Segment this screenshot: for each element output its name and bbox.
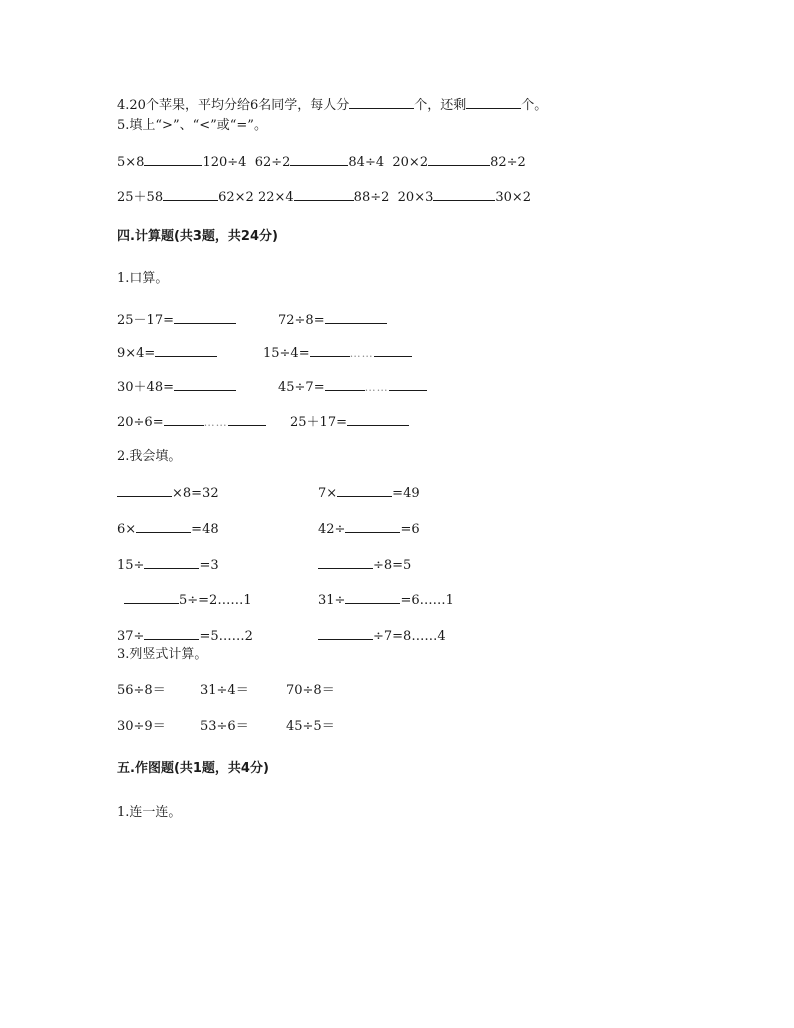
compare-blank[interactable] xyxy=(428,152,490,166)
answer-blank[interactable] xyxy=(174,310,236,324)
expr: ÷7=8……4 xyxy=(373,629,446,644)
quotient-blank[interactable] xyxy=(325,377,365,391)
expr: ÷8=5 xyxy=(373,558,412,573)
expr: =49 xyxy=(392,486,420,501)
fill-item xyxy=(117,519,219,539)
answer-blank[interactable] xyxy=(155,343,217,357)
compare-row-2 xyxy=(117,187,531,207)
section-5-heading: 五.作图题(共1题，共4分) xyxy=(117,761,269,776)
expr: 82÷2 xyxy=(490,155,526,170)
mental-item xyxy=(117,310,236,330)
q4-text-middle: 个，还剩 xyxy=(414,98,467,113)
expr: 25＋58 xyxy=(117,190,164,205)
answer-blank[interactable] xyxy=(349,95,414,109)
expr: 22×4 xyxy=(257,190,294,205)
answer-blank[interactable] xyxy=(144,555,199,569)
fill-item xyxy=(124,590,252,610)
expr: =3 xyxy=(199,558,219,573)
expr: 20×2 xyxy=(392,155,429,170)
answer-blank[interactable] xyxy=(325,310,387,324)
vertical-calc-item: 56÷8＝ xyxy=(117,683,166,698)
k2-title: 2.我会填。 xyxy=(117,449,182,464)
remainder-blank[interactable] xyxy=(389,377,427,391)
expr: 5÷=2……1 xyxy=(179,593,252,608)
remainder-blank[interactable] xyxy=(374,343,412,357)
fill-item xyxy=(318,519,420,539)
fill-item xyxy=(318,483,420,503)
k3-title: 3.列竖式计算。 xyxy=(117,647,208,662)
compare-row-1 xyxy=(117,152,526,172)
expr: 5×8 xyxy=(117,155,145,170)
expr: 62÷2 xyxy=(254,155,291,170)
mental-item xyxy=(278,310,387,330)
expr: 42÷ xyxy=(318,522,346,537)
expr: 45÷7= xyxy=(278,380,325,395)
answer-blank[interactable] xyxy=(117,483,172,497)
remainder-blank[interactable] xyxy=(228,412,266,426)
expr: 9×4= xyxy=(117,346,156,361)
mental-item xyxy=(117,343,217,363)
expr: =48 xyxy=(191,522,219,537)
mental-item xyxy=(117,412,266,432)
answer-blank[interactable] xyxy=(337,483,392,497)
vertical-calc-item: 45÷5＝ xyxy=(286,719,335,734)
expr: 88÷2 xyxy=(353,190,390,205)
quotient-blank[interactable] xyxy=(310,343,350,357)
answer-blank[interactable] xyxy=(466,95,521,109)
compare-blank[interactable] xyxy=(294,187,354,201)
answer-blank[interactable] xyxy=(144,626,199,640)
mental-item xyxy=(263,343,412,363)
q4-text-start: 4.20个苹果，平均分给6名同学，每人分 xyxy=(117,98,350,113)
expr: =5……2 xyxy=(199,629,253,644)
expr: 6× xyxy=(117,522,137,537)
answer-blank[interactable] xyxy=(124,590,179,604)
answer-blank[interactable] xyxy=(347,412,409,426)
vertical-calc-item: 70÷8＝ xyxy=(286,683,335,698)
question-5-title: 5.填上“>”、“<”或“=”。 xyxy=(117,118,267,133)
question-4 xyxy=(117,95,547,115)
vertical-calc-item: 30÷9＝ xyxy=(117,719,166,734)
expr: 30＋48= xyxy=(117,380,174,395)
expr: ×8=32 xyxy=(172,486,219,501)
expr: 25－17= xyxy=(117,313,174,328)
expr: 15÷4= xyxy=(263,346,310,361)
quotient-blank[interactable] xyxy=(164,412,204,426)
expr: 120÷4 xyxy=(202,155,247,170)
expr: 7× xyxy=(318,486,338,501)
expr: 84÷4 xyxy=(348,155,385,170)
compare-blank[interactable] xyxy=(144,152,202,166)
compare-blank[interactable] xyxy=(163,187,218,201)
vertical-calc-item: 31÷4＝ xyxy=(200,683,249,698)
k1-title: 1.口算。 xyxy=(117,271,169,286)
expr: 31÷ xyxy=(318,593,346,608)
fill-item xyxy=(117,626,253,646)
remainder-dots: …… xyxy=(349,347,374,360)
mental-item xyxy=(290,412,409,432)
compare-blank[interactable] xyxy=(290,152,348,166)
expr: 25＋17= xyxy=(290,415,347,430)
answer-blank[interactable] xyxy=(345,519,400,533)
expr: 37÷ xyxy=(117,629,145,644)
z1-title: 1.连一连。 xyxy=(117,805,182,820)
fill-item xyxy=(117,555,219,575)
remainder-dots: …… xyxy=(203,416,228,429)
answer-blank[interactable] xyxy=(318,555,373,569)
expr: 20÷6= xyxy=(117,415,164,430)
expr: =6……1 xyxy=(400,593,454,608)
vertical-calc-item: 53÷6＝ xyxy=(200,719,249,734)
expr: 15÷ xyxy=(117,558,145,573)
answer-blank[interactable] xyxy=(318,626,373,640)
answer-blank[interactable] xyxy=(136,519,191,533)
answer-blank[interactable] xyxy=(174,377,236,391)
remainder-dots: …… xyxy=(364,381,389,394)
section-4-heading: 四.计算题(共3题，共24分) xyxy=(117,229,278,244)
expr: 62×2 xyxy=(218,190,254,205)
fill-item xyxy=(117,483,219,503)
fill-item xyxy=(318,555,411,575)
compare-blank[interactable] xyxy=(433,187,495,201)
q4-text-end: 个。 xyxy=(521,98,548,113)
expr: 30×2 xyxy=(495,190,532,205)
expr: 72÷8= xyxy=(278,313,325,328)
fill-item xyxy=(318,590,454,610)
expr: =6 xyxy=(400,522,420,537)
fill-item xyxy=(318,626,446,646)
mental-item xyxy=(278,377,427,397)
answer-blank[interactable] xyxy=(345,590,400,604)
expr: 20×3 xyxy=(397,190,434,205)
mental-item xyxy=(117,377,236,397)
